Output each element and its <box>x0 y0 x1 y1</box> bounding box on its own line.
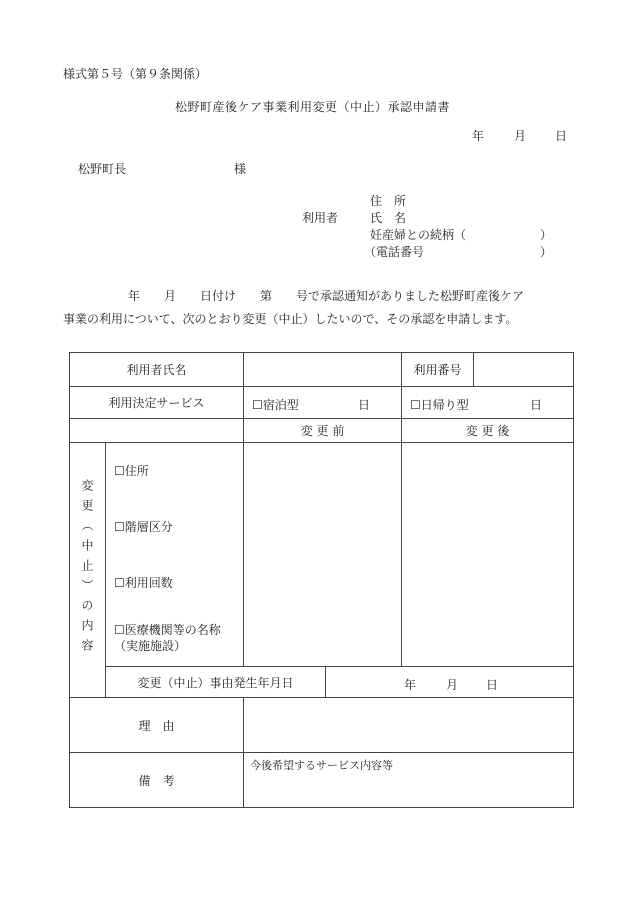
stay-day-label: 日 <box>358 398 371 412</box>
occur-date-label: 変更（中止）事由発生年月日 <box>106 667 326 698</box>
name-label: 氏 名 <box>370 211 407 225</box>
reason-label: 理 由 <box>70 698 244 753</box>
remarks-label: 備 考 <box>70 753 244 808</box>
phone-close: ） <box>540 245 553 259</box>
application-table <box>69 352 574 808</box>
item-class-before[interactable] <box>244 499 402 555</box>
change-content-label-cell <box>70 443 106 698</box>
user-name-field[interactable] <box>244 353 402 387</box>
item-facility-sub: （実施施設） <box>114 639 187 654</box>
change-content-label: 変更（中止）の内容 <box>80 478 94 659</box>
relation-label: 妊産婦との続柄（ <box>370 228 467 242</box>
user-name-label: 利用者氏名 <box>70 353 244 387</box>
day-type-checkbox[interactable]: ☐日帰り型 <box>410 398 469 412</box>
item-class-after[interactable] <box>402 499 574 555</box>
stay-type-cell[interactable] <box>244 387 402 419</box>
item-facility-label: ☐医療機関等の名称 <box>114 623 221 638</box>
occur-month: 月 <box>446 678 459 692</box>
user-number-field[interactable] <box>474 353 574 387</box>
address-label: 住 所 <box>370 194 407 208</box>
date-month: 月 <box>514 129 527 143</box>
form-title: 松野町産後ケア事業利用変更（中止）承認申請書 <box>175 100 451 114</box>
addressee-honorific: 様 <box>234 162 247 176</box>
item-facility[interactable] <box>106 611 244 667</box>
date-year: 年 <box>472 129 485 143</box>
item-class[interactable]: ☐階層区分 <box>106 499 244 555</box>
body-line-1: 年 月 日付け 第 号で承認通知がありました松野町産後ケア <box>128 289 525 303</box>
item-address[interactable]: ☐住所 <box>106 443 244 499</box>
day-type-cell[interactable] <box>402 387 574 419</box>
phone-label: （電話番号 <box>364 245 425 259</box>
remarks-field[interactable] <box>244 753 574 808</box>
remarks-note: 今後希望するサービス内容等 <box>250 759 394 772</box>
occur-day: 日 <box>486 678 499 692</box>
reason-field[interactable] <box>244 698 574 753</box>
stay-type-checkbox[interactable]: ☐宿泊型 <box>252 398 299 412</box>
form-number: 様式第５号（第９条関係） <box>63 67 208 81</box>
after-label: 変 更 後 <box>402 419 574 443</box>
day-day-label: 日 <box>530 398 543 412</box>
blank-header-cell <box>70 419 244 443</box>
before-label: 変 更 前 <box>244 419 402 443</box>
item-count-after[interactable] <box>402 555 574 611</box>
item-address-before[interactable] <box>244 443 402 499</box>
item-count-before[interactable] <box>244 555 402 611</box>
item-facility-after[interactable] <box>402 611 574 667</box>
service-label: 利用決定サービス <box>70 387 244 419</box>
user-number-label: 利用番号 <box>402 353 474 387</box>
applicant-label: 利用者 <box>302 211 339 225</box>
occur-date-field[interactable] <box>326 667 574 698</box>
item-count[interactable]: ☐利用回数 <box>106 555 244 611</box>
addressee-name: 松野町長 <box>78 162 127 176</box>
body-line-2: 事業の利用について、次のとおり変更（中止）したいので、その承認を申請します。 <box>63 312 518 326</box>
item-address-after[interactable] <box>402 443 574 499</box>
occur-year: 年 <box>404 678 417 692</box>
date-day: 日 <box>555 129 568 143</box>
item-facility-before[interactable] <box>244 611 402 667</box>
relation-close: ） <box>540 228 553 242</box>
